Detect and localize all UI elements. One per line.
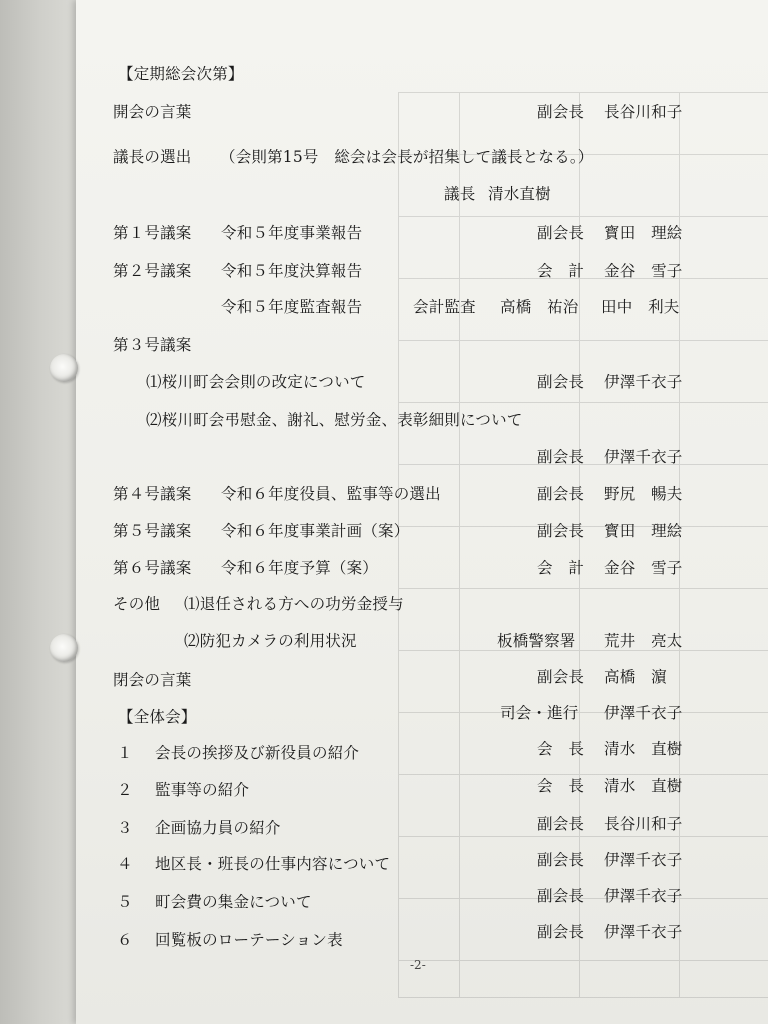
section-header: 【定期総会次第】 bbox=[118, 65, 244, 83]
item5-role: 副会長 bbox=[537, 522, 585, 540]
item3-label: 第３号議案 bbox=[113, 336, 192, 354]
item1-name: 寳田 理絵 bbox=[604, 224, 683, 242]
item3-sub1-name: 伊澤千衣子 bbox=[604, 373, 683, 391]
plenary-header: 【全体会】 bbox=[118, 708, 197, 726]
audit-role: 会計監査 bbox=[413, 298, 476, 316]
audit-title: 令和５年度監査報告 bbox=[221, 298, 363, 316]
item1-title: 令和５年度事業報告 bbox=[221, 224, 363, 242]
plenary-item-number: ４ bbox=[117, 855, 133, 873]
plenary-host-name: 伊澤千衣子 bbox=[604, 704, 683, 722]
plenary-item-role: 副会長 bbox=[537, 815, 585, 833]
closing-role: 副会長 bbox=[537, 668, 585, 686]
plenary-item-role: 会 長 bbox=[537, 740, 585, 758]
closing-name: 高橋 濵 bbox=[604, 668, 667, 686]
chair-label: 議長の選出 bbox=[113, 148, 192, 166]
chair-note: （会則第15号 総会は会長が招集して議長となる。） bbox=[220, 148, 594, 166]
plenary-host-role: 司会・進行 bbox=[500, 704, 579, 722]
page-number: -2- bbox=[410, 958, 426, 972]
plenary-item-name: 清水 直樹 bbox=[604, 777, 683, 795]
plenary-item-role: 副会長 bbox=[537, 923, 585, 941]
item1-label: 第１号議案 bbox=[113, 224, 192, 242]
other-sub2-role: 板橋警察署 bbox=[497, 632, 576, 650]
item3-sub2-role: 副会長 bbox=[537, 448, 585, 466]
plenary-item-role: 副会長 bbox=[537, 887, 585, 905]
closing-label: 閉会の言葉 bbox=[113, 671, 192, 689]
item4-label: 第４号議案 bbox=[113, 485, 192, 503]
item1-role: 副会長 bbox=[537, 224, 585, 242]
audit-name-2: 田中 利夫 bbox=[601, 298, 680, 316]
item2-role: 会 計 bbox=[537, 262, 585, 280]
opening-label: 開会の言葉 bbox=[113, 103, 192, 121]
plenary-item-title: 企画協力員の紹介 bbox=[155, 819, 281, 837]
plenary-item-name: 伊澤千衣子 bbox=[604, 851, 683, 869]
item3-sub1-role: 副会長 bbox=[537, 373, 585, 391]
chair-role: 議長 bbox=[444, 185, 476, 203]
item6-name: 金谷 雪子 bbox=[604, 559, 683, 577]
other-sub1: ⑴退任される方への功労金授与 bbox=[184, 595, 404, 613]
item6-title: 令和６年度予算（案） bbox=[221, 559, 379, 577]
item4-name: 野尻 暢夫 bbox=[604, 485, 683, 503]
item2-name: 金谷 雪子 bbox=[604, 262, 683, 280]
item3-sub1: ⑴桜川町会会則の改定について bbox=[146, 373, 366, 391]
plenary-item-number: １ bbox=[117, 744, 133, 762]
plenary-item-number: ３ bbox=[117, 819, 133, 837]
plenary-item-number: ５ bbox=[117, 893, 133, 911]
plenary-item-title: 地区長・班長の仕事内容について bbox=[155, 855, 391, 873]
other-sub2: ⑵防犯カメラの利用状況 bbox=[184, 632, 357, 650]
plenary-item-number: ２ bbox=[117, 781, 133, 799]
plenary-item-name: 長谷川和子 bbox=[604, 815, 683, 833]
item6-label: 第６号議案 bbox=[113, 559, 192, 577]
opening-name: 長谷川和子 bbox=[604, 103, 683, 121]
plenary-item-title: 回覧板のローテーション表 bbox=[155, 931, 343, 949]
plenary-item-title: 会長の挨拶及び新役員の紹介 bbox=[155, 744, 360, 762]
item2-title: 令和５年度決算報告 bbox=[221, 262, 363, 280]
item3-sub2: ⑵桜川町会弔慰金、謝礼、慰労金、表彰細則について bbox=[146, 411, 523, 429]
item6-role: 会 計 bbox=[537, 559, 585, 577]
item4-title: 令和６年度役員、監事等の選出 bbox=[221, 485, 441, 503]
item3-sub2-name: 伊澤千衣子 bbox=[604, 448, 683, 466]
plenary-item-name: 清水 直樹 bbox=[604, 740, 683, 758]
other-label: その他 bbox=[113, 595, 161, 613]
plenary-item-title: 監事等の紹介 bbox=[155, 781, 250, 799]
plenary-item-name: 伊澤千衣子 bbox=[604, 887, 683, 905]
plenary-item-number: ６ bbox=[117, 931, 133, 949]
chair-name: 清水直樹 bbox=[488, 185, 551, 203]
audit-name-1: 高橋 祐治 bbox=[500, 298, 579, 316]
item4-role: 副会長 bbox=[537, 485, 585, 503]
item5-name: 寳田 理絵 bbox=[604, 522, 683, 540]
plenary-item-name: 伊澤千衣子 bbox=[604, 923, 683, 941]
other-sub2-name: 荒井 亮太 bbox=[604, 632, 683, 650]
item2-label: 第２号議案 bbox=[113, 262, 192, 280]
item5-label: 第５号議案 bbox=[113, 522, 192, 540]
plenary-item-role: 会 長 bbox=[537, 777, 585, 795]
plenary-item-role: 副会長 bbox=[537, 851, 585, 869]
item5-title: 令和６年度事業計画（案） bbox=[221, 522, 410, 540]
plenary-item-title: 町会費の集金について bbox=[155, 893, 312, 911]
opening-role: 副会長 bbox=[537, 103, 585, 121]
